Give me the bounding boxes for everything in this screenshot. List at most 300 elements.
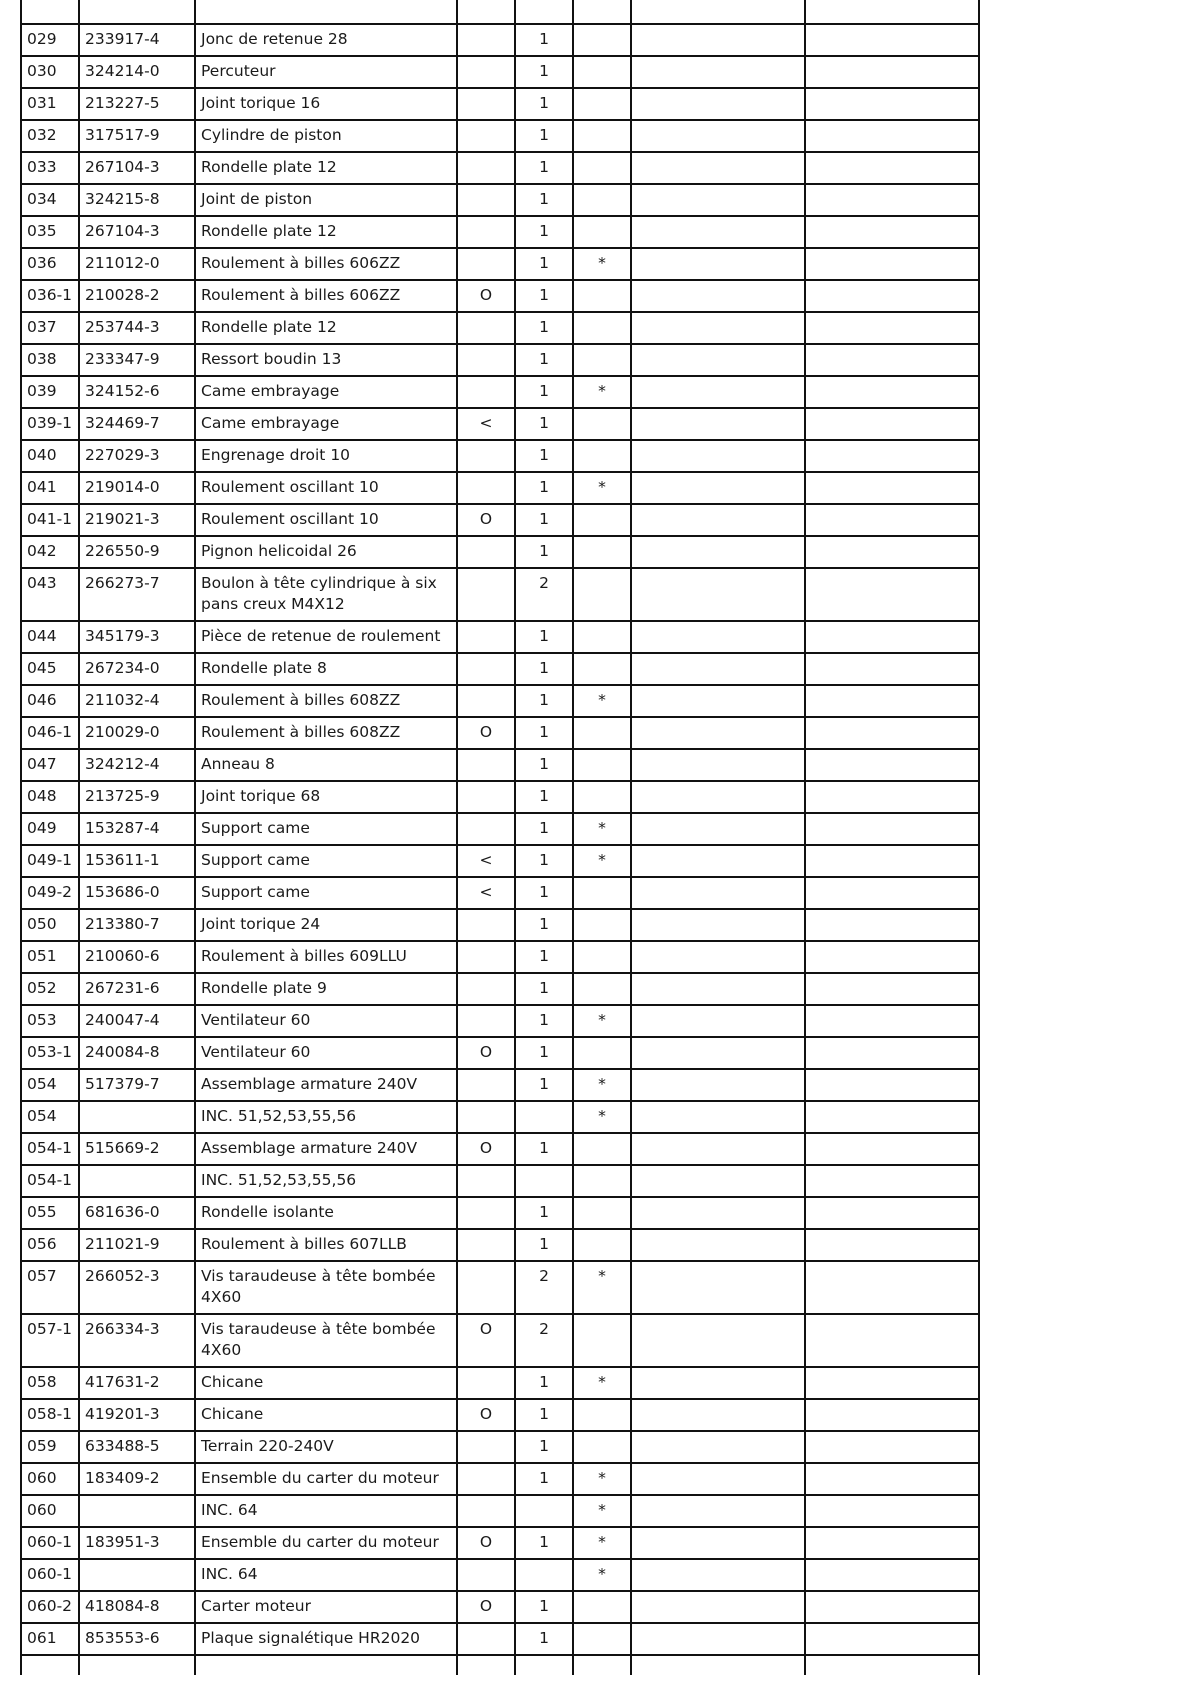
item-number-cell: 060 [21,1495,79,1527]
part-number-cell: 681636-0 [79,1197,195,1229]
empty-cell [631,344,805,376]
part-number-cell: 213227-5 [79,88,195,120]
marker-cell [457,909,515,941]
empty-cell [805,504,979,536]
table-row [21,909,979,941]
table-row [21,813,979,845]
part-number-cell: 210029-0 [79,717,195,749]
description-cell: Cylindre de piston [195,120,457,152]
part-number-cell: 267231-6 [79,973,195,1005]
quantity-cell: 1 [515,621,573,653]
item-number-cell: 058 [21,1367,79,1399]
table-row [21,621,979,653]
marker-cell [457,344,515,376]
quantity-cell: 1 [515,1229,573,1261]
empty-cell [631,440,805,472]
part-number-cell: 253744-3 [79,312,195,344]
table-row [21,1367,979,1399]
table-row [21,1399,979,1431]
empty-cell [631,376,805,408]
marker-cell: O [457,1037,515,1069]
flag-cell [573,344,631,376]
description-cell: Roulement à billes 608ZZ [195,717,457,749]
item-number-cell: 046 [21,685,79,717]
flag-cell [573,56,631,88]
item-number-cell: 053 [21,1005,79,1037]
parts-list-sheet [20,0,980,1675]
table-row [21,717,979,749]
quantity-cell: 1 [515,24,573,56]
marker-cell: < [457,877,515,909]
empty-cell [805,152,979,184]
item-number-cell: 029 [21,24,79,56]
part-number-cell: 417631-2 [79,1367,195,1399]
marker-cell: O [457,1399,515,1431]
item-number-cell: 047 [21,749,79,781]
item-number-cell: 060 [21,1463,79,1495]
description-cell: Roulement à billes 606ZZ [195,280,457,312]
description-cell: Roulement à billes 607LLB [195,1229,457,1261]
part-number-cell: 324152-6 [79,376,195,408]
part-number-cell: 418084-8 [79,1591,195,1623]
part-number-cell [79,1165,195,1197]
empty-cell [631,941,805,973]
description-cell: Came embrayage [195,408,457,440]
flag-cell [573,280,631,312]
empty-cell [631,1623,805,1655]
description-cell: Boulon à tête cylindrique à six pans creux M4X12 [195,568,457,621]
empty-cell [805,568,979,621]
description-cell: Assemblage armature 240V [195,1069,457,1101]
part-number-cell: 183951-3 [79,1527,195,1559]
description-cell: Ensemble du carter du moteur [195,1527,457,1559]
item-number-cell: 057-1 [21,1314,79,1367]
description-cell: Roulement à billes 608ZZ [195,685,457,717]
part-number-cell: 153287-4 [79,813,195,845]
item-number-cell: 045 [21,653,79,685]
quantity-cell: 1 [515,909,573,941]
table-row [21,1165,979,1197]
empty-cell [631,1005,805,1037]
quantity-cell: 1 [515,877,573,909]
empty-cell [631,1069,805,1101]
description-cell: Support came [195,877,457,909]
part-number-cell: 210028-2 [79,280,195,312]
flag-cell [573,152,631,184]
item-number-cell: 049-2 [21,877,79,909]
table-row [21,1069,979,1101]
marker-cell [457,1069,515,1101]
quantity-cell: 1 [515,504,573,536]
flag-cell [573,1165,631,1197]
part-number-cell [79,1559,195,1591]
marker-cell [457,941,515,973]
part-number-cell [79,1495,195,1527]
part-number-cell: 240084-8 [79,1037,195,1069]
table-row [21,941,979,973]
marker-cell [457,568,515,621]
empty-cell [631,1037,805,1069]
table-row [21,568,979,621]
part-number-cell: 153686-0 [79,877,195,909]
quantity-cell: 1 [515,184,573,216]
marker-cell [457,1229,515,1261]
empty-cell [631,504,805,536]
table-row [21,1133,979,1165]
marker-cell [457,152,515,184]
marker-cell [457,621,515,653]
description-cell: Came embrayage [195,376,457,408]
table-row [21,56,979,88]
quantity-cell: 1 [515,685,573,717]
flag-cell: * [573,1101,631,1133]
empty-cell [631,280,805,312]
quantity-cell: 1 [515,941,573,973]
description-cell: Plaque signalétique HR2020 [195,1623,457,1655]
empty-cell [805,813,979,845]
table-row [21,653,979,685]
description-cell: INC. 51,52,53,55,56 [195,1165,457,1197]
table-row [21,88,979,120]
marker-cell [457,312,515,344]
quantity-cell: 1 [515,1399,573,1431]
marker-cell [457,1431,515,1463]
quantity-cell: 1 [515,845,573,877]
flag-cell: * [573,845,631,877]
empty-cell [805,1261,979,1314]
empty-cell [631,621,805,653]
flag-cell [573,440,631,472]
table-row [21,344,979,376]
item-number-cell: 057 [21,1261,79,1314]
marker-cell: O [457,1133,515,1165]
item-number-cell: 046-1 [21,717,79,749]
marker-cell [457,1463,515,1495]
flag-cell [573,941,631,973]
flag-cell [573,1591,631,1623]
flag-cell [573,120,631,152]
item-number-cell: 040 [21,440,79,472]
marker-cell [457,184,515,216]
part-number-cell: 226550-9 [79,536,195,568]
table-row [21,1314,979,1367]
flag-cell: * [573,1261,631,1314]
table-row [21,845,979,877]
empty-cell [631,216,805,248]
part-number-cell: 213380-7 [79,909,195,941]
empty-cell [805,781,979,813]
empty-cell [631,120,805,152]
flag-cell: * [573,685,631,717]
part-number-cell: 266273-7 [79,568,195,621]
part-number-cell: 183409-2 [79,1463,195,1495]
item-number-cell: 041-1 [21,504,79,536]
empty-cell [805,1069,979,1101]
item-number-cell: 037 [21,312,79,344]
quantity-cell [515,1101,573,1133]
item-number-cell: 056 [21,1229,79,1261]
part-number-cell: 233347-9 [79,344,195,376]
marker-cell [457,1165,515,1197]
empty-cell [631,472,805,504]
empty-cell [805,1431,979,1463]
empty-cell [805,56,979,88]
flag-cell: * [573,1527,631,1559]
empty-cell [805,1399,979,1431]
item-number-cell: 060-1 [21,1527,79,1559]
part-number-cell: 324212-4 [79,749,195,781]
item-number-cell: 034 [21,184,79,216]
marker-cell: O [457,504,515,536]
empty-cell [631,312,805,344]
marker-cell: < [457,408,515,440]
description-cell: Rondelle isolante [195,1197,457,1229]
part-number-cell: 213725-9 [79,781,195,813]
marker-cell [457,1261,515,1314]
description-cell: Pièce de retenue de roulement [195,621,457,653]
empty-cell [631,1165,805,1197]
empty-cell [805,1037,979,1069]
empty-cell [631,1133,805,1165]
marker-cell: O [457,1314,515,1367]
quantity-cell: 1 [515,1527,573,1559]
quantity-cell: 1 [515,88,573,120]
table-row [21,877,979,909]
part-number-cell: 419201-3 [79,1399,195,1431]
table-row [21,24,979,56]
description-cell: Assemblage armature 240V [195,1133,457,1165]
flag-cell [573,973,631,1005]
part-number-cell: 324469-7 [79,408,195,440]
flag-cell: * [573,472,631,504]
empty-cell [805,1229,979,1261]
item-number-cell: 039-1 [21,408,79,440]
marker-cell [457,472,515,504]
item-number-cell: 054 [21,1069,79,1101]
empty-cell [631,184,805,216]
table-row [21,440,979,472]
empty-cell [631,152,805,184]
flag-cell [573,1399,631,1431]
flag-cell [573,1314,631,1367]
empty-cell [805,1367,979,1399]
item-number-cell: 049-1 [21,845,79,877]
marker-cell [457,376,515,408]
empty-cell [805,280,979,312]
part-number-cell [79,1101,195,1133]
marker-cell [457,813,515,845]
item-number-cell: 036-1 [21,280,79,312]
description-cell: Rondelle plate 8 [195,653,457,685]
description-cell: Ensemble du carter du moteur [195,1463,457,1495]
description-cell: Roulement à billes 609LLU [195,941,457,973]
empty-cell [805,1005,979,1037]
description-cell: Joint torique 16 [195,88,457,120]
flag-cell: * [573,813,631,845]
empty-cell [805,1314,979,1367]
quantity-cell: 1 [515,1133,573,1165]
table-row [21,312,979,344]
flag-cell [573,749,631,781]
empty-cell [631,56,805,88]
flag-cell [573,312,631,344]
quantity-cell: 1 [515,408,573,440]
empty-cell [631,88,805,120]
table-row [21,1037,979,1069]
quantity-cell: 1 [515,152,573,184]
part-number-cell: 267234-0 [79,653,195,685]
marker-cell [457,685,515,717]
part-number-cell: 211032-4 [79,685,195,717]
empty-cell [805,1559,979,1591]
flag-cell [573,909,631,941]
item-number-cell: 035 [21,216,79,248]
item-number-cell: 055 [21,1197,79,1229]
empty-cell [631,653,805,685]
table-row [21,1591,979,1623]
description-cell: Pignon helicoidal 26 [195,536,457,568]
empty-cell [805,1495,979,1527]
table-row [21,152,979,184]
empty-cell [805,248,979,280]
marker-cell [457,973,515,1005]
flag-cell: * [573,1463,631,1495]
marker-cell [457,1197,515,1229]
item-number-cell: 032 [21,120,79,152]
marker-cell [457,216,515,248]
empty-cell [805,536,979,568]
item-number-cell: 060-1 [21,1559,79,1591]
empty-cell [805,1463,979,1495]
flag-cell [573,408,631,440]
quantity-cell [515,1495,573,1527]
description-cell: Roulement oscillant 10 [195,504,457,536]
marker-cell: < [457,845,515,877]
table-row [21,408,979,440]
flag-cell: * [573,1005,631,1037]
empty-cell [631,877,805,909]
quantity-cell: 1 [515,376,573,408]
quantity-cell: 1 [515,1197,573,1229]
part-number-cell: 324215-8 [79,184,195,216]
table-row [21,376,979,408]
description-cell: Rondelle plate 9 [195,973,457,1005]
part-number-cell: 210060-6 [79,941,195,973]
description-cell: Rondelle plate 12 [195,216,457,248]
quantity-cell: 1 [515,248,573,280]
marker-cell [457,749,515,781]
part-number-cell: 317517-9 [79,120,195,152]
flag-cell: * [573,1069,631,1101]
part-number-cell: 266334-3 [79,1314,195,1367]
empty-cell [805,749,979,781]
item-number-cell: 051 [21,941,79,973]
item-number-cell: 041 [21,472,79,504]
empty-cell [805,1133,979,1165]
empty-cell [805,1197,979,1229]
empty-cell [805,845,979,877]
description-cell: Ressort boudin 13 [195,344,457,376]
flag-cell [573,504,631,536]
marker-cell: O [457,280,515,312]
description-cell: Vis taraudeuse à tête bombée 4X60 [195,1261,457,1314]
empty-cell [805,973,979,1005]
table-row [21,1495,979,1527]
item-number-cell: 038 [21,344,79,376]
flag-cell [573,1133,631,1165]
quantity-cell: 1 [515,781,573,813]
empty-cell [631,781,805,813]
quantity-cell: 1 [515,653,573,685]
item-number-cell: 058-1 [21,1399,79,1431]
item-number-cell: 054-1 [21,1133,79,1165]
part-number-cell: 266052-3 [79,1261,195,1314]
description-cell: Carter moteur [195,1591,457,1623]
marker-cell: O [457,717,515,749]
part-number-cell: 633488-5 [79,1431,195,1463]
flag-cell: * [573,1495,631,1527]
quantity-cell [515,1165,573,1197]
empty-cell [805,472,979,504]
empty-cell [631,717,805,749]
empty-cell [631,973,805,1005]
item-number-cell: 036 [21,248,79,280]
table-row [21,1229,979,1261]
quantity-cell [515,1559,573,1591]
flag-cell [573,781,631,813]
flag-cell [573,216,631,248]
empty-cell [805,941,979,973]
flag-cell [573,536,631,568]
description-cell: Rondelle plate 12 [195,312,457,344]
table-row [21,1261,979,1314]
quantity-cell: 1 [515,120,573,152]
quantity-cell: 1 [515,536,573,568]
empty-cell [805,376,979,408]
flag-cell [573,621,631,653]
marker-cell [457,440,515,472]
table-row [21,120,979,152]
empty-cell [631,408,805,440]
empty-cell [631,1197,805,1229]
description-cell: Joint torique 68 [195,781,457,813]
marker-cell [457,248,515,280]
description-cell: Terrain 220-240V [195,1431,457,1463]
flag-cell [573,1037,631,1069]
quantity-cell: 1 [515,1367,573,1399]
empty-cell [631,1463,805,1495]
item-number-cell: 050 [21,909,79,941]
part-number-cell: 233917-4 [79,24,195,56]
empty-cell [631,248,805,280]
empty-cell [805,408,979,440]
empty-cell [805,877,979,909]
item-number-cell: 060-2 [21,1591,79,1623]
marker-cell [457,1101,515,1133]
quantity-cell: 1 [515,56,573,88]
table-row [21,504,979,536]
item-number-cell: 053-1 [21,1037,79,1069]
empty-cell [631,24,805,56]
part-number-cell: 153611-1 [79,845,195,877]
table-row [21,536,979,568]
empty-cell [631,1261,805,1314]
marker-cell [457,1005,515,1037]
empty-cell [631,1101,805,1133]
item-number-cell: 052 [21,973,79,1005]
marker-cell [457,536,515,568]
empty-cell [805,312,979,344]
